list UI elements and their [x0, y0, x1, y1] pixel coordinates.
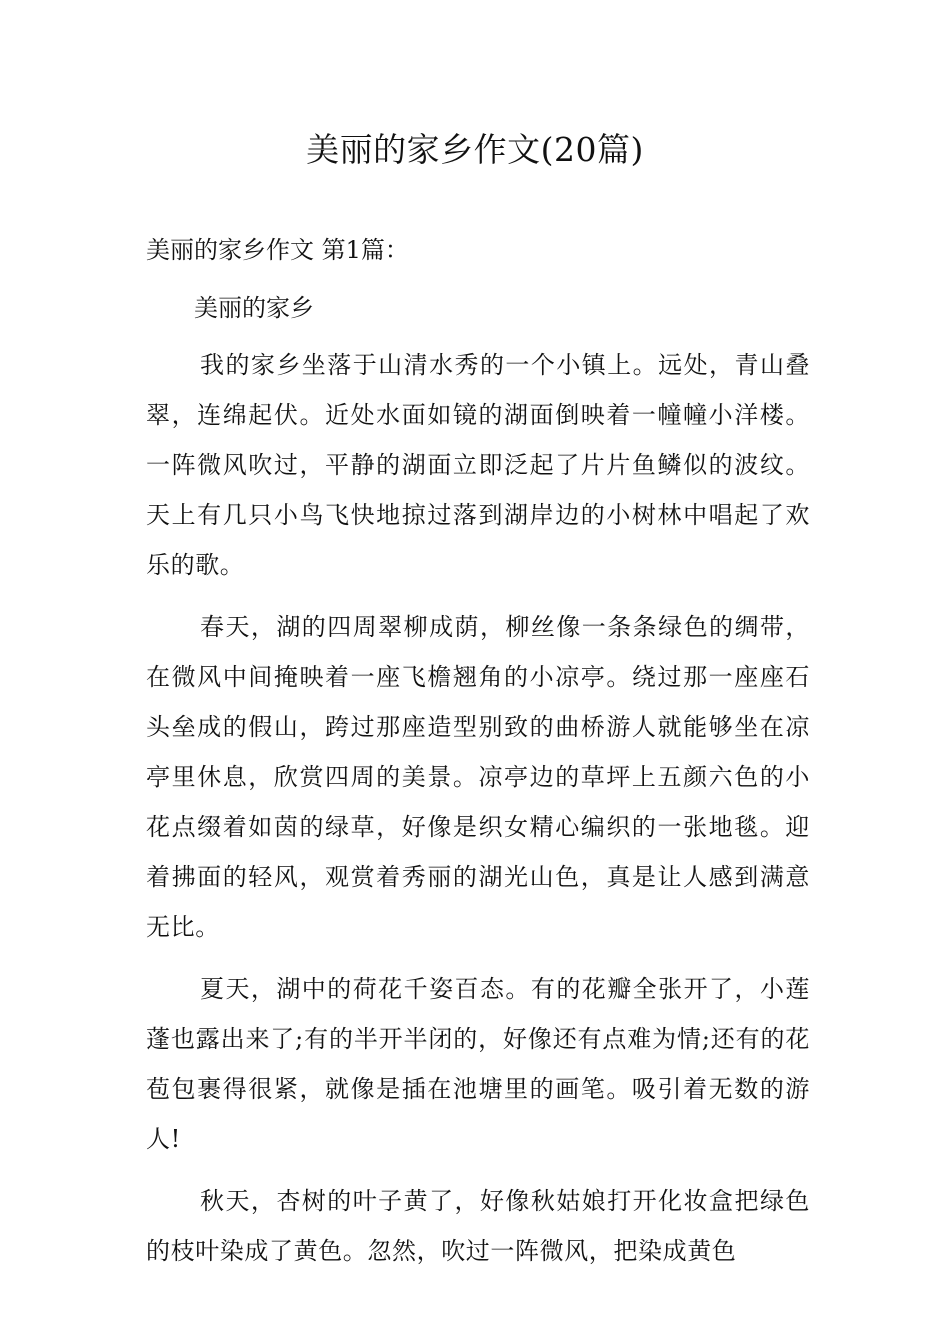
document-body — [146, 230, 810, 1276]
essay-subtitle: 美丽的家乡 — [194, 294, 314, 322]
section-heading: 美丽的家乡作文 第1篇： — [146, 236, 409, 264]
paragraph-2: 春天，湖的四周翠柳成荫，柳丝像一条条绿色的绸带，在微风中间掩映着一座飞檐翘角的小凉亭。绕过那一座座石头垒成的假山，跨过那座造型别致的曲桥游人就能够坐在凉亭里休息，欣赏四周的美景。凉亭边的草坪上五颜六色的小花点缀着如茵的绿草，好像是织女精心编织的一张地毯。迎着拂面的轻风，观赏着秀丽的湖光山色，真是让人感到满意无比。 — [146, 613, 810, 941]
paragraph-3: 夏天，湖中的荷花千姿百态。有的花瓣全张开了，小莲蓬也露出来了;有的半开半闭的，好像还有点难为情;还有的花苞包裹得很紧，就像是插在池塘里的画笔。吸引着无数的游人! — [146, 975, 810, 1153]
paragraph-1: 我的家乡坐落于山清水秀的一个小镇上。远处，青山叠翠，连绵起伏。近处水面如镜的湖面倒映着一幢幢小洋楼。一阵微风吹过，平静的湖面立即泛起了片片鱼鳞似的波纹。天上有几只小鸟飞快地掠过落到湖岸边的小树林中唱起了欢乐的歌。 — [146, 351, 810, 579]
document-title: 美丽的家乡作文(20篇) — [306, 130, 644, 169]
paragraph-4: 秋天，杏树的叶子黄了，好像秋姑娘打开化妆盒把绿色的枝叶染成了黄色。忽然，吹过一阵微风，把染成黄色 — [146, 1187, 810, 1265]
